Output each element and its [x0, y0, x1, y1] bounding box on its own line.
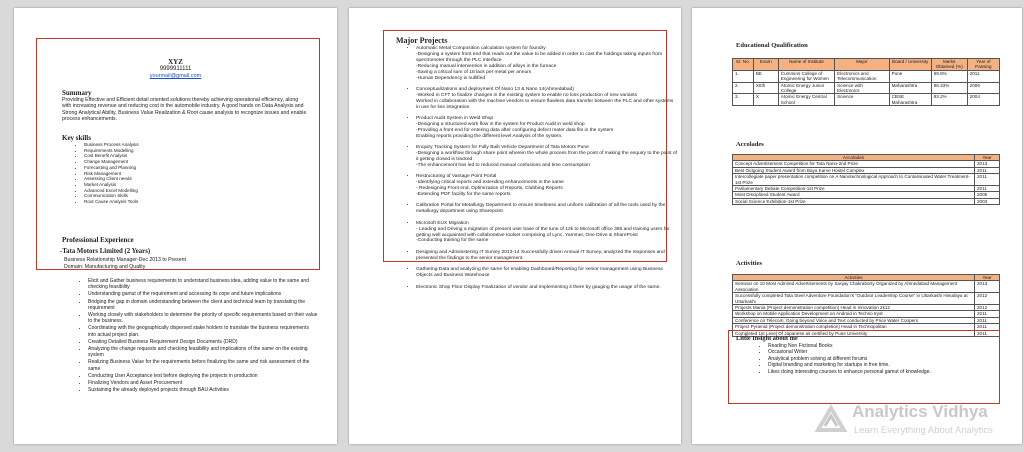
resume-page-1	[14, 8, 337, 444]
education-table	[732, 58, 1000, 106]
duty-item: • Creating Detailed Business Requirement Design Documents (DRD)	[88, 339, 318, 345]
table-cell: X	[753, 94, 778, 106]
table-cell: XIIth	[753, 82, 778, 94]
table-cell: Atomic Energy Junior College	[778, 82, 834, 94]
table-cell: 2012	[975, 305, 1000, 311]
table-cell: Successfully completed Tata Steel Adventure Foundation's "Outdoor Leadership Course" in Uttarkashi Himalaya at Uttarkashi	[733, 293, 975, 305]
duty-item: • Working closely with stakeholders to determine the priority of specific requirements based on their value to the business.	[88, 312, 318, 324]
table-cell: 69.8%	[931, 70, 967, 82]
table-header-cell: Major	[835, 59, 889, 71]
project-detail: -Extending PDF facility for the same reports	[416, 192, 511, 198]
table-cell: 2011	[975, 186, 1000, 192]
table-cell: BE	[753, 70, 778, 82]
project-title: • Restructuring of Vantage Point Portal	[416, 174, 497, 180]
project-item	[416, 285, 678, 291]
project-detail: Worked in collaboration with the machine vendors to ensure flawless data transfer between the PLC and other systems in use for line integration	[416, 98, 674, 110]
job-role: Business Relationship Manager-Dec 2013 to Present	[64, 257, 186, 263]
skill-item: • Communication Skills	[84, 193, 284, 199]
activities-heading: Activities	[736, 260, 762, 267]
table-cell: 2003	[975, 198, 1000, 204]
table-cell: Science	[835, 94, 889, 106]
project-detail: -Providing a front end for entering data after configuring defect mater data file in the system	[416, 127, 614, 133]
table-header-cell: Sr. No.	[733, 59, 754, 71]
insight-item: • Analytical problem solving at different forums	[768, 356, 998, 362]
project-detail: -Human Dependency is nullified	[416, 75, 486, 81]
table-row	[733, 70, 1000, 82]
project-detail: Enabling reports providing the different level Analysis of the system.	[416, 133, 563, 139]
insight-list	[756, 343, 998, 375]
phone: 9999911111	[159, 66, 192, 72]
table-cell: Conference on Telecom: Going beyond Voice and Text conducted by Price Water Coopers	[733, 317, 975, 323]
table-header-cell: Activities	[733, 275, 975, 281]
analytics-vidhya-watermark	[814, 402, 1014, 446]
duty-item: • Analyzing the change requests and checking feasibility and implications of the same on the existing system	[88, 346, 318, 358]
duty-item: • Elicit and Gather business requirements to understand business idea, adding value to the same and checking feasibility	[88, 278, 318, 290]
project-detail: -Designing a workflow through share point wherein the whole process from the point of making the enquiry to the point of it getting closed is tracked	[416, 151, 677, 162]
table-cell: 88.33%	[931, 82, 967, 94]
summary-heading: Summary	[62, 89, 92, 97]
project-detail: -Designing a system front end that reads out the value to be added in order to cast the holdings taking inputs from spectrometer through the PLC interface	[416, 51, 663, 63]
table-row	[733, 293, 1000, 305]
duty-item: • Conducting User Acceptance test before deploying the projects in production	[88, 373, 318, 379]
duty-item: • Sustaining the already deployed projects through BAU Activities	[88, 387, 318, 393]
skill-item: • Market Analysis	[84, 182, 284, 188]
table-cell: Electronics and Telecommunication	[835, 70, 889, 82]
table-cell: 2.	[733, 82, 754, 94]
skill-item: • Assessing Client needs	[84, 176, 284, 182]
skill-item: • Advanced Excel Modelling	[84, 188, 284, 194]
education-heading: Educational Qualification	[736, 42, 808, 49]
insight-item: • Reading Non Fictional Books	[768, 343, 998, 349]
projects-heading: Major Projects	[396, 36, 448, 45]
project-title: • Microsoft EUX Migration	[416, 220, 469, 226]
table-cell: 2011	[975, 317, 1000, 323]
project-title: • Electronic Shop Floor Display Finalization of vendor and implementing it there by gauging the usage of the same.	[416, 284, 661, 290]
insight-item: • Digital branding and marketing for startups in free time.	[768, 362, 998, 368]
table-cell: Cummins College of Engineering for Women	[778, 70, 834, 82]
project-title: • Enquiry Tracking System for Fully Built Vehicle Department of Tata Motors Pune	[416, 145, 589, 151]
project-detail: -Identifying critical reports and extending enhancements in the same	[416, 180, 564, 186]
project-title: • Designing and Administering IT Survey 2013-14 Successfully driven Annual IT Survey, analyzed the responses and presented the findings to the senior management.	[416, 249, 665, 261]
project-item	[416, 174, 678, 198]
duty-item: • Finalizing Vendors and Asset Procurement	[88, 380, 318, 386]
table-row	[733, 94, 1000, 106]
project-item	[416, 87, 678, 111]
skill-item: • Requirements Modelling	[84, 148, 284, 154]
project-detail: -Saving a critical sum of 18 lack per metal per annum	[416, 69, 532, 75]
project-item	[416, 267, 678, 279]
accolades-table	[732, 154, 1000, 205]
insight-heading: Little Insight about me	[736, 335, 798, 342]
table-cell: Atomic Energy Central School	[778, 94, 834, 106]
duties-list	[76, 278, 318, 395]
table-cell: 1.	[733, 70, 754, 82]
candidate-name: XYZ	[168, 58, 183, 66]
analytics-vidhya-logo-icon	[814, 404, 848, 434]
skills-list	[72, 142, 284, 205]
projects-list	[404, 46, 678, 296]
table-cell: Best Outgoing Student Award from Baya Karve Hostel Complex	[733, 167, 975, 173]
duty-item: • Realizing Business Value for the requirements before finalizing the same and risk assessment of the same	[88, 359, 318, 371]
accolades-heading: Accolades	[736, 141, 764, 148]
table-header-cell: Name of Institute	[778, 59, 834, 71]
duty-item: • Understanding gamut of the requirement and accessing its cope and future implications	[88, 291, 318, 297]
skill-item: • Root Cause Analysis Tools	[84, 199, 284, 205]
table-cell: CBSE Maharashtra	[889, 94, 931, 106]
table-cell: Most Disciplined Student Award	[733, 192, 975, 198]
email-link[interactable]: yourmail@gmail.com	[149, 73, 202, 79]
table-header-row	[733, 59, 1000, 71]
table-header-cell: Exam	[753, 59, 778, 71]
resume-page-3	[692, 8, 1022, 444]
insight-item: • Occasional Writer	[768, 349, 998, 355]
skill-item: • Risk Management	[84, 171, 284, 177]
project-item	[416, 221, 678, 245]
table-cell: Intercollegiate paper presentation competition on A Nanotechnological Approach to Contaminated Water Treatment-1st Prize	[733, 174, 975, 186]
table-cell: 2013	[975, 281, 1000, 293]
table-cell: 2012	[975, 293, 1000, 305]
table-cell: 2013	[975, 161, 1000, 167]
watermark-tagline: Learn Everything About Analytics	[854, 425, 993, 436]
project-title: • Conceptualizations and deployment Of Nano 13 & Nano 14(Ahmedabad)	[416, 86, 574, 92]
project-detail: - Leading and Driving a migration of present user base of the tune of 12k to Microsoft office 365 and training users for getting well acquainted with collaborative toolset comprising of Lync, Yammer, One Drive & SharePoint	[416, 226, 670, 238]
table-cell: Pune	[889, 70, 931, 82]
table-cell: Workshop on Mobile Application Development on Android in Techno tryst	[733, 311, 975, 317]
table-cell: Projects Mania (Project demonstration competition) Head in Innovation 2k12	[733, 305, 975, 311]
table-header-cell: Board / University	[889, 59, 931, 71]
project-detail: -Conducting training for the same	[416, 238, 489, 244]
table-cell: 2011	[975, 330, 1000, 336]
project-item	[416, 116, 678, 140]
project-title: • Calibration Portal for Metallurgy Department to ensure timeliness and uniform calibration of all the tools used by the metallurgy department using Sharepoint.	[416, 203, 666, 215]
table-cell: Social Science Exhibition-1st Prize	[733, 198, 975, 204]
project-detail: -Reducing manual intervention in addition of alloys in the furnace	[416, 63, 557, 69]
company-name: -Tata Motors Limited (2 Years)	[60, 248, 151, 255]
resume-page-2	[349, 8, 681, 444]
skills-heading: Key skills	[62, 134, 91, 142]
table-header-cell: Year of Passing	[967, 59, 999, 71]
project-title: • Automatic Metal Composition calculation system for foundry	[416, 46, 546, 51]
table-cell: 2004	[967, 94, 999, 106]
skill-item: • Cost Benefit Analysis	[84, 153, 284, 159]
table-cell: 3.	[733, 94, 754, 106]
duty-item: • Bridging the gap in domain understanding between the client and technical team by translating the requirement	[88, 299, 318, 311]
table-cell: Science with Electronics	[835, 82, 889, 94]
watermark-brand: Analytics Vidhya	[852, 402, 988, 421]
project-detail: -The enhancement has led to reduced manual confusions and time consumption	[416, 162, 590, 168]
table-cell: 2011	[975, 167, 1000, 173]
table-cell: 2006	[967, 82, 999, 94]
table-cell: Seminar on 10 Most Admired Advertisements by Sanjay Chakraborty Organized by Ahmedabad Management Association	[733, 281, 975, 293]
project-item	[416, 145, 678, 169]
experience-heading: Professional Experience	[62, 236, 134, 244]
table-cell: 93.2%	[931, 94, 967, 106]
table-header-cell: Marks Obtained (%)	[931, 59, 967, 71]
skill-item: • Business Process Analysis	[84, 142, 284, 148]
insight-item: • Likes doing interesting courses to enhance personal gamut of knowledge.	[768, 369, 998, 375]
table-cell: Completed 1st Level Of Japanese as certified by Pune University	[733, 330, 975, 336]
project-item	[416, 203, 678, 215]
table-row	[733, 198, 1000, 204]
table-cell: 2011	[975, 174, 1000, 186]
project-detail: -Designing a structured work flow in the system for Product Audit in weld shop	[416, 121, 585, 127]
table-cell: 2011	[975, 324, 1000, 330]
project-item	[416, 46, 678, 81]
duty-item: • Coordinating with the geographically dispersed stake holders to translate the business requirements into actual project plan.	[88, 325, 318, 337]
table-header-cell: Year	[975, 155, 1000, 161]
skill-item: • Forecasting and Planning	[84, 165, 284, 171]
table-header-cell: Accolades	[733, 155, 975, 161]
summary-text: Providing Effective and Efficient detail oriented solutions thereby achieving operational efficiency, along with increasing revenue and reducing cost in the automobile industry. A good hands on Data Analysis and Strong Analytical Ability, Business Value Realization & Root cause analysis to recognize issues and enable process enhancements.	[62, 97, 307, 122]
table-cell: Maharashtra	[889, 82, 931, 94]
table-cell: Concept Advertisement Competition for Tata Nano-2nd Prize	[733, 161, 975, 167]
project-detail: -Worked in CFT to finalize changes in the existing system to enable no loss production of new variants	[416, 92, 638, 98]
project-title: • Product Audit System in Weld Shop	[416, 116, 494, 122]
skill-item: • Change Management	[84, 159, 284, 165]
table-header-cell: Year	[975, 275, 1000, 281]
table-row	[733, 174, 1000, 186]
activities-table	[732, 274, 1000, 337]
table-row	[733, 82, 1000, 94]
job-domain: Domain: Manufacturing and Quality	[64, 264, 146, 270]
project-detail: - Redesigning Front end, Optimization of Reports, Clubbing Reports	[416, 186, 563, 192]
table-cell: 2011	[967, 70, 999, 82]
table-cell: Parliamentary Debate Competition-1st Prize	[733, 186, 975, 192]
table-row	[733, 281, 1000, 293]
table-cell: Project Pyramid (Project demonstration completion) Head in Technopolitan	[733, 324, 975, 330]
table-cell: 2011	[975, 311, 1000, 317]
table-cell: 2005	[975, 192, 1000, 198]
project-title: • Gathering Data and analyzing the same for enabling Dashboard/Reporting for senior management using Business Objects and Business Warehouse	[416, 267, 663, 279]
project-item	[416, 250, 678, 262]
